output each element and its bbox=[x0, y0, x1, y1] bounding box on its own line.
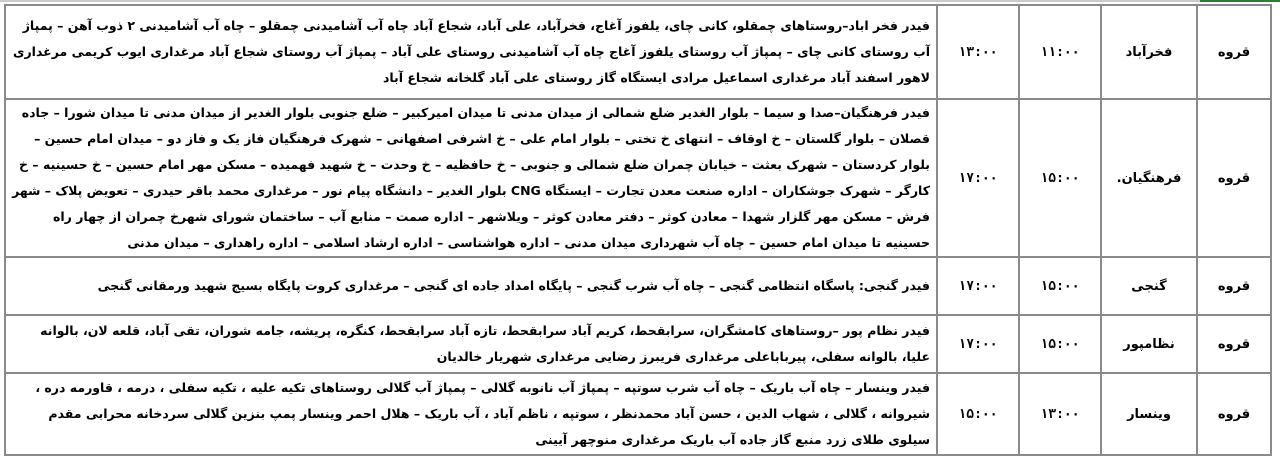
area-cell: گنجی bbox=[1101, 257, 1197, 315]
city-cell: قروه bbox=[1197, 99, 1271, 257]
end-time-cell: ۱۵:۰۰ bbox=[937, 373, 1019, 455]
start-time-cell: ۱۵:۰۰ bbox=[1019, 99, 1101, 257]
description-cell: فیدر فخر اباد–روستاهای چمقلو، کانی چای، یلفوز آغاج، فخرآباد، علی آباد، شجاع آباد چاه آب آشامیدنی چمقلو – چاه آب آشامیدنی ۲ ذوب آهن – پمپاژ آب روستای کانی چای – پمپاژ آب روستای یلفوز آغاج چاه آب آشامیدنی روستای علی آباد – پمپاژ آب روستای شجاع آباد مرغداری ایوب کریمی مرغداری لاهور اسفند آباد مرغداری اسماعیل مرادی ایستگاه گاز روستای علی آباد گلخانه شجاع آباد bbox=[5, 5, 937, 99]
description-cell: فیدر فرهنگیان–صدا و سیما – بلوار الغدیر ضلع شمالی از میدان مدنی تا میدان امیرکبیر – ضلع جنوبی بلوار الغدیر از میدان مدنی تا میدان شورا – جاده قصلان – بلوار گلستان – خ اوقاف – انتهای خ تختی – بلوار امام علی – خ اشرفی اصفهانی – شهرک فرهنگیان فاز یک و فاز دو – میدان امام حسین – بلوار کردستان – شهرک بعثت – خیابان چمران ضلع شمالی و جنوبی – خ حافظیه – خ وحدت – خ شهید فهمیده – مسکن مهر امام حسین – خ حسینیه – خ کارگر – شهرک جوشکاران – اداره صنعت معدن تجارت – ایستگاه CNG بلوار الغدیر – دانشگاه پیام نور – مرغداری محمد باقر حیدری – تعویض پلاک – شهر فرش – مسکن مهر گلزار شهدا – معادن کوثر – دفتر معادن کوثر – ویلاشهر – اداره صمت – منابع آب – ساختمان شورای شهرخ چمران از چهار راه حسینیه تا میدان امام حسین – چاه آب شهرداری میدان مدنی – اداره هواشناسی – اداره ارشاد اسلامی – اداره راهداری – میدان مدنی bbox=[5, 99, 937, 257]
city-cell: قروه bbox=[1197, 315, 1271, 373]
table-row bbox=[5, 5, 1271, 99]
end-time-cell: ۱۷:۰۰ bbox=[937, 315, 1019, 373]
area-cell: فخرآباد bbox=[1101, 5, 1197, 99]
start-time-cell: ۱۱:۰۰ bbox=[1019, 5, 1101, 99]
start-time-cell: ۱۵:۰۰ bbox=[1019, 315, 1101, 373]
start-time-cell: ۱۳:۰۰ bbox=[1019, 373, 1101, 455]
accent-bar bbox=[1200, 0, 1280, 2]
city-cell: قروه bbox=[1197, 373, 1271, 455]
table-row bbox=[5, 257, 1271, 315]
end-time-cell: ۱۳:۰۰ bbox=[937, 5, 1019, 99]
area-cell: وینسار bbox=[1101, 373, 1197, 455]
description-cell: فیدر گنجی: پاسگاه انتظامی گنجی – چاه آب شرب گنجی – پایگاه امداد جاده ای گنجی – مرغداری کروت پایگاه بسیج شهید ورمقانی گنجی bbox=[5, 257, 937, 315]
description-cell: فیدر نظام پور –روستاهای کامشگران، سرابقحط، کریم آباد سرابقحط، تازه آباد سرابقحط، کنگره، پریشه، جامه شوران، تقی آباد، قلعه لان، بالوانه علیا، بالوانه سفلی، پیربابا‌علی مرغداری فریبرز رضایی مرغداری شهریار خالدیان bbox=[5, 315, 937, 373]
description-cell: فیدر وینسار – چاه آب باریک – چاه آب شرب سوتپه – پمپاژ آب نانوبه گلالی – پمپاژ آب گلالی روستاهای تکیه علیه ، تکیه سفلی ، درمه ، قاورمه دره ، شیروانه ، گلالی ، شهاب الدین ، حسن آباد محمدنظر ، سوتپه ، ناظم آباد ، آب باریک – هلال احمر وینسار پمپ بنزین گلالی سردخانه محرابی مقدم سیلوی طلای زرد منبع گاز جاده آب باریک مرغداری منوچهر آیینی bbox=[5, 373, 937, 455]
city-cell: قروه bbox=[1197, 5, 1271, 99]
city-cell: قروه bbox=[1197, 257, 1271, 315]
table-row bbox=[5, 99, 1271, 257]
start-time-cell: ۱۵:۰۰ bbox=[1019, 257, 1101, 315]
table-row bbox=[5, 373, 1271, 455]
top-strip bbox=[0, 0, 1280, 2]
outage-schedule-table bbox=[4, 4, 1272, 456]
end-time-cell: ۱۷:۰۰ bbox=[937, 257, 1019, 315]
area-cell: نظامپور bbox=[1101, 315, 1197, 373]
end-time-cell: ۱۷:۰۰ bbox=[937, 99, 1019, 257]
area-cell: فرهنگیان. bbox=[1101, 99, 1197, 257]
table-row bbox=[5, 315, 1271, 373]
